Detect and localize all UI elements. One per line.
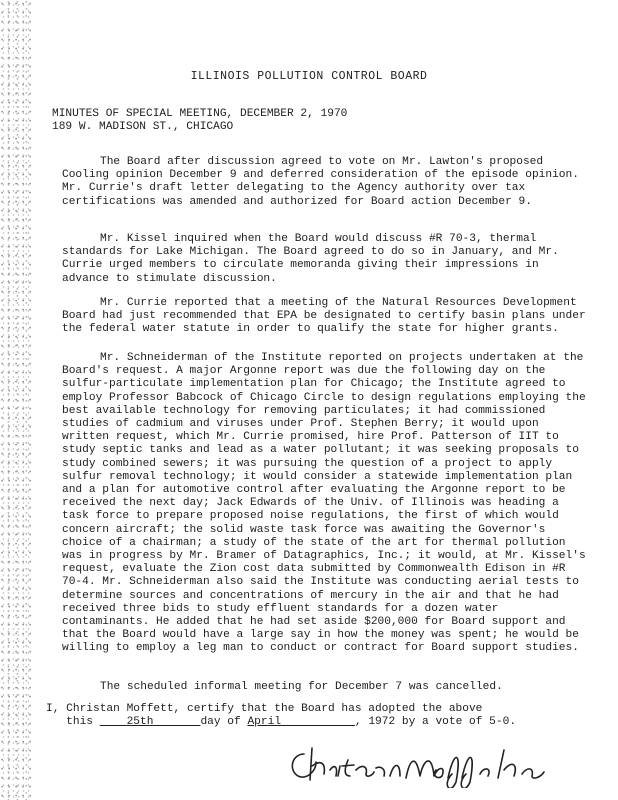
meeting-date-line: MINUTES OF SPECIAL MEETING, DECEMBER 2, 1970 xyxy=(52,108,348,120)
certification-year-vote: , 1972 by a vote of 5-0. xyxy=(354,716,517,729)
handwritten-signature xyxy=(282,740,572,788)
paragraph-institute-report: Mr. Schneiderman of the Institute reported on projects undertaken at the Board's request. A major Argonne report was due the following day on the sulfur-particulate implementation plan for Chicago; the Institute agreed to employ Professor Babcock of Chicago Circle to design regulations employing the best available technology for removing particulates; it had commissioned studies of cadmium and viruses under Prof. Stephen Berry; it would upon written request, which Mr. Currie promised, hire Prof. Patterson of IIT to study septic tanks and lead as a water pollutant; it was seeking proposals to study combined sewers; it was pursuing the question of a project to apply sulfur removal technology; it would consider a statewide implementation plan and a plan for automotive control after evaluating the Argonne report to be received the next day; Jack Edwards of the Univ. of Illinois was heading a task force to prepare proposed noise regulations, the first of which would concern aircraft; the solid waste task force was awaiting the Governor's choice of a chairman; a study of the state of the art for thermal pollution was in progress by Mr. Bramer of Datagraphics, Inc.; it would, at Mr. Kissel's request, evaluate the Zion cost data submitted by Commonwealth Edison in #R 70-4. Mr. Schneiderman also said the Institute was conducting aerial tests to determine sources and concentrations of mercury in the air and that he had received three bids to study effluent standards for a dozen water contaminants. He added that he had set aside $200,000 for Board support and that the Board would have a large say in how the money was spent; he would be willing to employ a leg man to conduct or contract for Board support studies. xyxy=(62,352,586,655)
document-title: ILLINOIS POLLUTION CONTROL BOARD xyxy=(190,70,428,83)
certification-line-2 xyxy=(46,716,606,729)
certification-line-1: I, Christan Moffett, certify that the Board has adopted the above xyxy=(46,703,483,715)
paragraph-cooling-opinion: The Board after discussion agreed to vote on Mr. Lawton's proposed Cooling opinion December 9 and deferred consideration of the episode opinion. Mr. Currie's draft letter delegating to the Agency authority over tax certifications was amended and authorized for Board action December 9. xyxy=(62,156,579,208)
paragraph-thermal-standards: Mr. Kissel inquired when the Board would discuss #R 70-3, thermal standards for Lake Michigan. The Board agreed to do so in January, and Mr. Currie urged members to circulate memoranda giving their impressions in advance to stimulate discussion. xyxy=(62,233,559,285)
paragraph-meeting-cancelled: The scheduled informal meeting for December 7 was cancelled. xyxy=(100,681,503,693)
paragraph-natural-resources: Mr. Currie reported that a meeting of the Natural Resources Development Board had just recommended that EPA be designated to certify basin plans under the federal water statute in order to qualify the state for higher grants. xyxy=(62,297,586,336)
certification-month: April xyxy=(247,716,282,729)
certification-day-of: day of xyxy=(200,716,241,729)
scanned-page-edge xyxy=(0,0,32,800)
meeting-address-line: 189 W. MADISON ST., CHICAGO xyxy=(52,121,234,134)
certification-this: this xyxy=(66,716,94,729)
certification-day: 25th xyxy=(126,716,154,729)
certification-block xyxy=(46,703,606,729)
minutes-heading xyxy=(52,108,592,134)
